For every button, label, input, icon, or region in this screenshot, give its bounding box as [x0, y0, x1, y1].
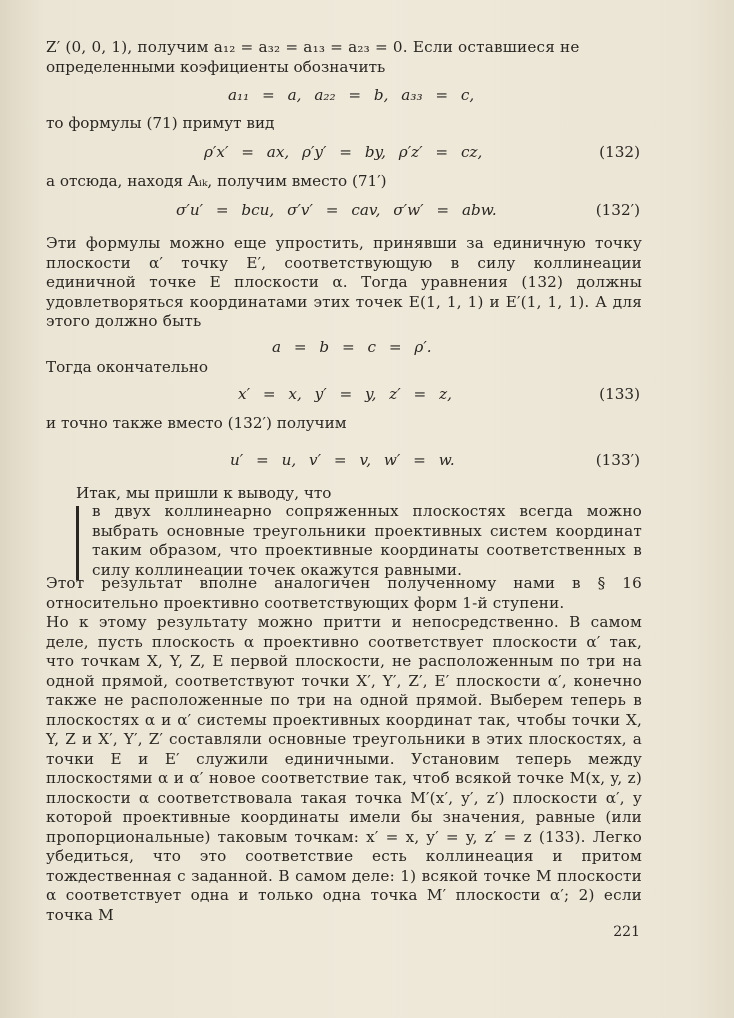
- text-line-7: Итак, мы пришли к выводу, что: [76, 484, 332, 502]
- highlighted-statement: в двух коллинеарно сопряженных плоскостях всегда можно выбрать основные треугольники проективных систем координат таким образом, что проективные координаты соответственных в силу коллинеации точек окажутся равными.: [92, 502, 642, 579]
- equation-number-133-prime: (133′): [595, 451, 640, 469]
- equation-number-132: (132): [599, 143, 640, 161]
- formula-coefficients: a₁₁ = a, a₂₂ = b, a₃₃ = c,: [228, 86, 475, 104]
- text-line-2: определенными коэфициенты обозначить: [46, 58, 386, 76]
- formula-equal-coefficients: a = b = c = ρ′.: [272, 338, 432, 356]
- paragraph-analogy: Этот результат вполне аналогичен полученному нами в § 16 относительно проективно соответствующих форм 1-й ступени.: [46, 574, 642, 612]
- formula-132-prime: σ′u′ = bcu, σ′v′ = cav, σ′w′ = abw.: [176, 201, 497, 219]
- text-line-3: то формулы (71) примут вид: [46, 114, 275, 132]
- formula-133: x′ = x, y′ = y, z′ = z,: [238, 385, 452, 403]
- paragraph-simplification: Эти формулы можно еще упростить, принявши за единичную точку плоскости α′ точку E′, соответствующую в силу коллинеации единичной точке E плоскости α. Тогда уравнения (132) должны удовлетворяться координатами этих точек E(1, 1, 1) и E′(1, 1, 1). А для этого должно быть: [46, 234, 642, 330]
- equation-number-132-prime: (132′): [595, 201, 640, 219]
- text-line-1: Z′ (0, 0, 1), получим a₁₂ = a₃₂ = a₁₃ = a₂₃ = 0. Если оставшиеся не: [46, 38, 580, 56]
- text-line-4: а отсюда, находя Aᵢₖ, получим вместо (71′): [46, 172, 387, 190]
- equation-number-133: (133): [599, 385, 640, 403]
- formula-133-prime: u′ = u, v′ = v, w′ = w.: [230, 451, 455, 469]
- page-number: 221: [613, 924, 640, 940]
- text-line-5: Тогда окончательно: [46, 358, 209, 376]
- margin-bar: [76, 506, 79, 580]
- formula-132: ρ′x′ = ax, ρ′y′ = by, ρ′z′ = cz,: [204, 143, 483, 161]
- text-line-6: и точно также вместо (132′) получим: [46, 414, 347, 432]
- paragraph-proof: Но к этому результату можно притти и непосредственно. В самом деле, пусть плоскость α проективно соответствует плоскости α′ так, что точкам X, Y, Z, E первой плоскости, не расположенным по три на одной прямой, соответствуют точки X′, Y′, Z′, E′ плоскости α′, конечно также не расположенные по три на одной прямой. Выберем теперь в плоскостях α и α′ системы проективных координат так, чтобы точки X, Y, Z и X′, Y′, Z′ составляли основные треугольники в этих плоскостях, а точки E и E′ служили единичными. Установим теперь между плоскостями α и α′ новое соответствие так, чтоб всякой точке M(x, y, z) плоскости α соответствовала такая точка M′(x′, y′, z′) плоскости α′, у которой проективные координаты имели бы значения, равные (или пропорциональные) таковым точкам: x′ = x, y′ = y, z′ = z (133). Легко убедиться, что это соответствие есть коллинеация и притом тождественная с заданной. В самом деле: 1) всякой точке M плоскости α соответствует одна и только одна точка M′ плоскости α′; 2) если точка M: [46, 613, 642, 924]
